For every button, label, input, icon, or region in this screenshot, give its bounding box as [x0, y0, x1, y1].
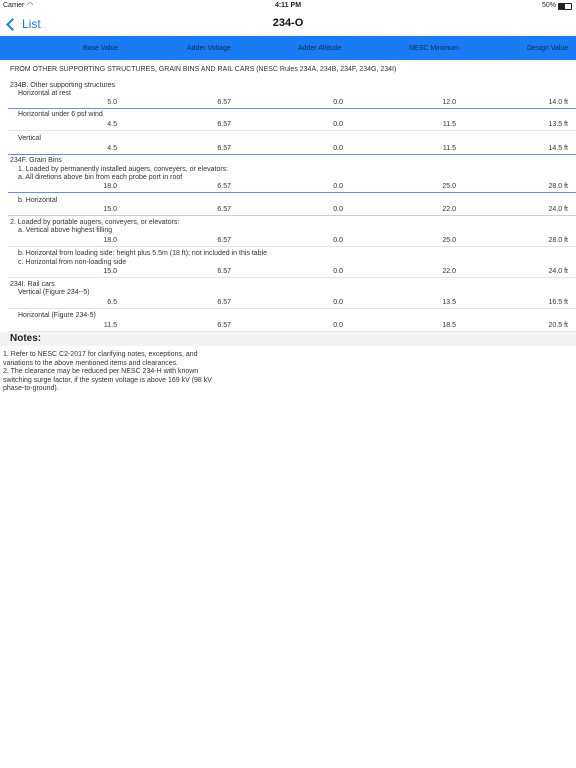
back-label: List: [22, 17, 41, 31]
battery-icon: [558, 3, 572, 10]
group-label: 2. Loaded by portable augers, conveyers, or elevators:: [10, 219, 180, 226]
adder-voltage-cell: 6.57: [217, 145, 231, 152]
adder-altitude-cell: 0.0: [333, 145, 343, 152]
table-row: [0, 237, 576, 246]
base-value-cell: 5.0: [107, 99, 117, 106]
row-divider: [8, 154, 576, 155]
row-label: c. Horizontal from non-loading side: [18, 259, 127, 266]
adder-voltage-cell: 6.57: [217, 322, 231, 329]
column-header-nesc-minimum: NESC Minimum: [409, 45, 459, 52]
row-label: Horizontal (Figure 234-5): [18, 312, 96, 319]
table-row: [0, 322, 576, 331]
nesc-minimum-cell: 13.5: [442, 299, 456, 306]
adder-voltage-cell: 6.57: [217, 121, 231, 128]
row-divider-light: [8, 246, 576, 247]
adder-voltage-cell: 6.57: [217, 99, 231, 106]
adder-voltage-cell: 6.57: [217, 237, 231, 244]
base-value-cell: 15.0: [103, 206, 117, 213]
wifi-icon: ◠: [27, 2, 34, 9]
adder-altitude-cell: 0.0: [333, 121, 343, 128]
battery-percent: 50%: [541, 2, 556, 9]
adder-voltage-cell: 6.57: [217, 299, 231, 306]
status-bar: [0, 0, 576, 12]
base-value-cell: 6.5: [107, 299, 117, 306]
table-row: [0, 99, 576, 108]
column-header-design-value: Design Value: [527, 45, 569, 52]
table-row: [0, 206, 576, 215]
row-divider-light: [8, 277, 576, 278]
design-value-cell: 28.0 ft: [548, 183, 568, 190]
table-row: [0, 121, 576, 130]
row-divider-light: [8, 308, 576, 309]
nesc-minimum-cell: 12.0: [442, 99, 456, 106]
design-value-cell: 14.0 ft: [548, 99, 568, 106]
navigation-bar: [0, 12, 576, 36]
adder-voltage-cell: 6.57: [217, 206, 231, 213]
design-value-cell: 24.0 ft: [548, 268, 568, 275]
notes-header-band: [0, 332, 576, 346]
column-header-base-value: Base Value: [83, 45, 119, 52]
base-value-cell: 4.5: [107, 145, 117, 152]
row-label: Vertical (Figure 234--5): [18, 289, 90, 296]
row-label: a. All diretions above bin from each probe port in roof: [18, 174, 183, 181]
row-divider: [8, 108, 576, 109]
design-value-cell: 16.5 ft: [548, 299, 568, 306]
row-divider-light: [8, 130, 576, 131]
nesc-minimum-cell: 22.0: [442, 206, 456, 213]
section-title: FROM OTHER SUPPORTING STRUCTURES, GRAIN BINS AND RAIL CARS (NESC Rules 234A, 234B, 234F, 234G, 234I): [10, 66, 397, 73]
row-label: Horizontal under 6 psf wind: [18, 111, 103, 118]
group-label: 234I. Rail cars: [10, 281, 55, 288]
clock: 4:11 PM: [274, 2, 302, 9]
note-item: 1. Refer to NESC C2-2017 for clarifying notes, exceptions, and variations to the above mentioned items and clearances.: [3, 351, 198, 367]
notes-body: [3, 351, 223, 394]
table-row: [0, 183, 576, 192]
nesc-minimum-cell: 25.0: [442, 183, 456, 190]
row-label: b. Horizontal from loading side: height plus 5.5m (18 ft); not included in this table: [18, 250, 268, 257]
design-value-cell: 28.0 ft: [548, 237, 568, 244]
adder-altitude-cell: 0.0: [333, 268, 343, 275]
row-label: Vertical: [18, 135, 41, 142]
note-item: 2. The clearance may be reduced per NESC 234-H with known switching surge factor, if the system voltage is above 169 kV (98 kV phase-to-ground).: [3, 368, 212, 392]
adder-altitude-cell: 0.0: [333, 99, 343, 106]
row-divider: [8, 192, 576, 193]
table-row: [0, 145, 576, 154]
adder-altitude-cell: 0.0: [333, 183, 343, 190]
carrier-label: Carrier: [3, 2, 25, 9]
nesc-minimum-cell: 11.5: [442, 145, 456, 152]
row-divider: [8, 215, 576, 216]
adder-voltage-cell: 6.57: [217, 268, 231, 275]
design-value-cell: 24.0 ft: [548, 206, 568, 213]
row-label: 1. Loaded by permanently installed augers, conveyers, or elevators:: [18, 166, 229, 173]
nesc-minimum-cell: 22.0: [442, 268, 456, 275]
base-value-cell: 18.0: [103, 183, 117, 190]
nesc-minimum-cell: 18.5: [442, 322, 456, 329]
column-header-bar: [0, 36, 576, 60]
base-value-cell: 18.0: [103, 237, 117, 244]
base-value-cell: 15.0: [103, 268, 117, 275]
nesc-minimum-cell: 25.0: [442, 237, 456, 244]
design-value-cell: 20.5 ft: [548, 322, 568, 329]
design-value-cell: 13.5 ft: [548, 121, 568, 128]
adder-altitude-cell: 0.0: [333, 322, 343, 329]
notes-title: Notes:: [10, 333, 42, 344]
base-value-cell: 4.5: [107, 121, 117, 128]
row-label: a. Vertical above highest filling: [18, 227, 113, 234]
table-row: [0, 268, 576, 277]
adder-altitude-cell: 0.0: [333, 237, 343, 244]
adder-altitude-cell: 0.0: [333, 206, 343, 213]
adder-altitude-cell: 0.0: [333, 299, 343, 306]
design-value-cell: 14.5 ft: [548, 145, 568, 152]
column-header-adder-voltage: Adder Voltage: [187, 45, 231, 52]
adder-voltage-cell: 6.57: [217, 183, 231, 190]
nesc-minimum-cell: 11.5: [442, 121, 456, 128]
column-header-adder-altitude: Adder Altitude: [298, 45, 342, 52]
row-label: b. Horizontal: [18, 197, 58, 204]
page-title: 234-O: [272, 17, 304, 29]
table-row: [0, 299, 576, 308]
group-label: 234B. Other supporting structures: [10, 82, 116, 89]
row-label: Horizontal at rest: [18, 90, 71, 97]
group-label: 234F. Grain Bins: [10, 157, 62, 164]
base-value-cell: 11.5: [103, 322, 117, 329]
